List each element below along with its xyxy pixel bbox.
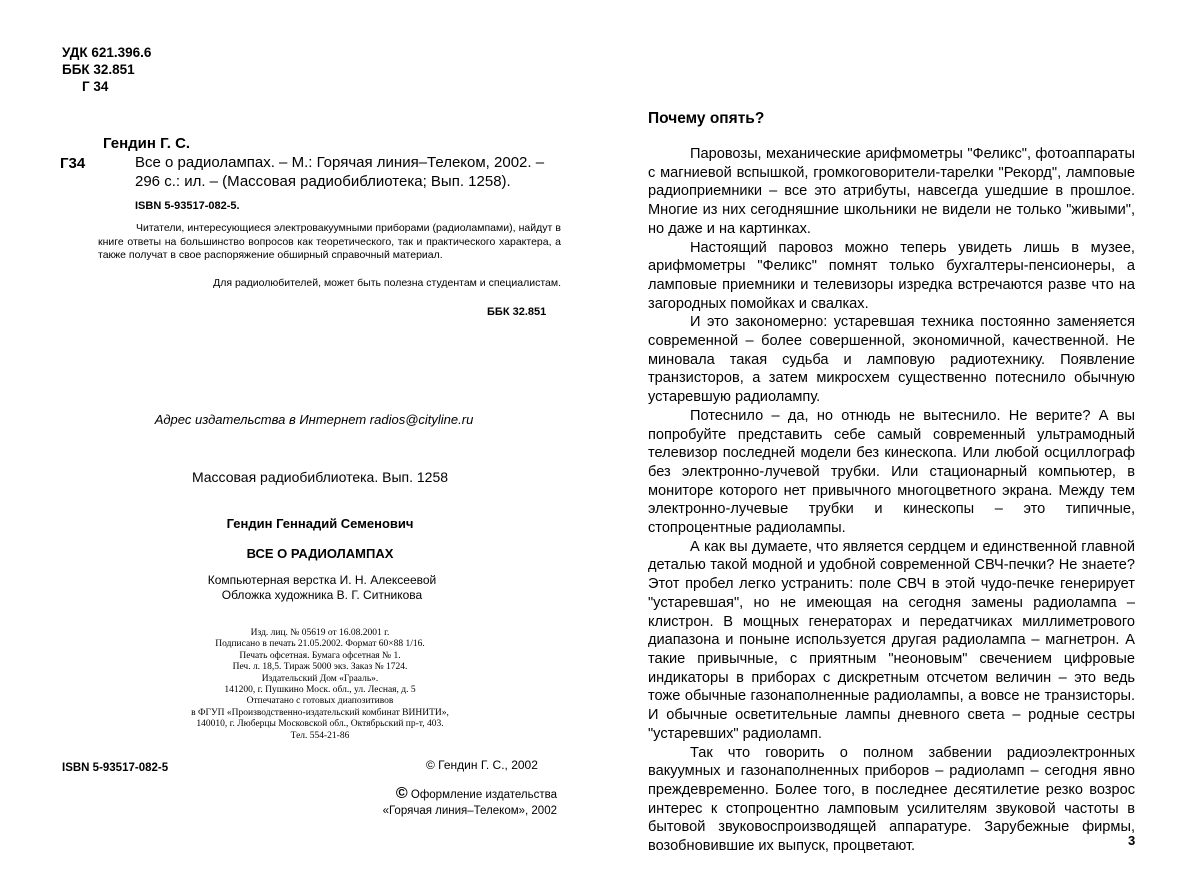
isbn-top: ISBN 5-93517-082-5.: [135, 200, 240, 212]
author-name: Гендин Г. С.: [103, 135, 191, 152]
bbk-bottom: ББК 32.851: [487, 306, 547, 318]
copyright-design-line2: «Горячая линия–Телеком», 2002: [382, 805, 557, 817]
isbn-bottom: ISBN 5-93517-082-5: [62, 762, 169, 774]
imprint-line: 141200, г. Пушкино Моск. обл., ул. Лесная, д. 5: [224, 685, 416, 696]
imprint-line: Печать офсетная. Бумага офсетная № 1.: [239, 650, 401, 661]
imprint-line: 140010, г. Люберцы Московской обл., Октябрьский пр-т, 403.: [196, 719, 444, 730]
page-number: 3: [1128, 833, 1136, 848]
bibliographic-entry: Все о радиолампах. – М.: Горячая линия–Телеком, 2002. – 296 с.: ил. – (Массовая радиобиблиотека; Вып. 1258).: [135, 154, 545, 190]
paragraph: И это закономерно: устаревшая техника постоянно заменяется современной – более совершенной, экономичной, качественной. Не миновала такая судьба и ламповую радиотехнику. Появление транзисторов, а затем микросхем существенно потеснило обычную устаревшую радиолампу.: [648, 314, 1135, 406]
body-text: [648, 145, 1135, 856]
copyright-author: © Гендин Г. С., 2002: [426, 758, 538, 772]
series-line: Массовая радиобиблиотека. Вып. 1258: [191, 469, 449, 485]
book-title: ВСЕ О РАДИОЛАМПАХ: [246, 546, 394, 561]
author-mark: Г 34: [82, 79, 109, 94]
credit-cover: Обложка художника В. Г. Ситникова: [221, 588, 423, 602]
udk-code: УДК 621.396.6: [62, 45, 152, 60]
annotation: Читатели, интересующиеся электровакуумными приборами (радиолампами), найдут в книге ответы на большинство вопросов как теоретического, так и практического характера, а также получат в свое распоряжение обширный справочный материал.: [98, 222, 561, 262]
imprint-line: в ФГУП «Производственно-издательский комбинат ВИНИТИ»,: [191, 707, 449, 718]
catalog-mark: Г34: [60, 155, 86, 172]
imprint-line: Печ. л. 18,5. Тираж 5000 экз. Заказ № 1724.: [232, 662, 408, 673]
chapter-heading: Почему опять?: [648, 110, 765, 127]
credit-layout: Компьютерная верстка И. Н. Алексеевой: [207, 573, 437, 587]
imprint-line: Отпечатано с готовых диапозитивов: [246, 696, 394, 707]
paragraph: А как вы думаете, что является сердцем и единственной главной деталью такой модной и удобной современной СВЧ-печки? Не знаете? Этот пробел легко устранить: поле СВЧ в этой чудо-печке генерирует "устаревшая", но не имеющая на сегодня замены радиолампа – клистрон. В мощных генераторах и передатчиках миллиметрового диапазона и поныне используется другая радиолампа – магнетрон. А такие привычные, с приятным "неоновым" свечением цифровые индикаторы в приборах с дискретным отсчетом величин – это ведь тоже обычные газонаполненные радиолампы, а вовсе не транзисторы. И обычные осветительные лампы дневного света – родные сестры "устаревших" радиоламп.: [648, 538, 1135, 742]
imprint-line: Тел. 554-21-86: [290, 730, 350, 741]
paragraph: Потеснило – да, но отнюдь не вытеснило. Не верите? А вы попробуйте представить себе самый современный ультрамодный телевизор последней модели без кинескопа. Или любой осциллограф без электронно-лучевой трубки. Или стационарный компьютер, в мониторе которого нет привычного многоцветного экрана. Между тем электронно-лучевые трубки и кинескопы – это типичные, стопроцентные радиолампы.: [648, 407, 1135, 537]
paragraph: Так что говорить о полном забвении радиоэлектронных вакуумных и газонаполненных приборов – радиоламп – сегодня явно преждевременно. Более того, в последнее десятилетие резко возрос интерес к стопроцентно ламповым усилителям звуковой частоты в бытовой звуковоспроизводящей аппаратуре. Зарубежные фирмы, возобновившие их выпуск, процветают.: [648, 744, 1135, 855]
credits: [0, 573, 600, 603]
imprint-line: Изд. лиц. № 05619 от 16.08.2001 г.: [250, 628, 390, 638]
copyright-symbol: ©: [395, 785, 408, 802]
copyright-design: [372, 786, 557, 819]
publisher-address: Адрес издательства в Интернет radios@cityline.ru: [154, 412, 474, 427]
annotation-audience: Для радиолюбителей, может быть полезна студентам и специалистам.: [213, 277, 561, 289]
imprint: [0, 628, 600, 742]
classification-codes: [62, 44, 151, 95]
author-full-name: Гендин Геннадий Семенович: [226, 516, 414, 531]
paragraph: Паровозы, механические арифмометры "Феликс", фотоаппараты с магниевой вспышкой, громкоговорители-тарелки "Рекорд", ламповые радиоприемники – все это атрибуты, навсегда ушедшие в прошлое. Многие из них сегодняшние школьники не видели не только "живыми", но даже и на картинках.: [648, 146, 1135, 237]
right-page: [600, 0, 1200, 893]
imprint-line: Издательский Дом «Грааль».: [261, 673, 379, 684]
paragraph: Настоящий паровоз можно теперь увидеть лишь в музее, арифмометры "Феликс" помнят только бухгалтеры-пенсионеры, а ламповые приемники и телевизоры изредка встречаются разве что на загородных помойках и свалках.: [648, 239, 1135, 312]
copyright-design-line1: Оформление издательства: [410, 789, 557, 801]
bbk-code: ББК 32.851: [62, 62, 135, 77]
imprint-line: Подписано в печать 21.05.2002. Формат 60×88 1/16.: [215, 639, 425, 650]
